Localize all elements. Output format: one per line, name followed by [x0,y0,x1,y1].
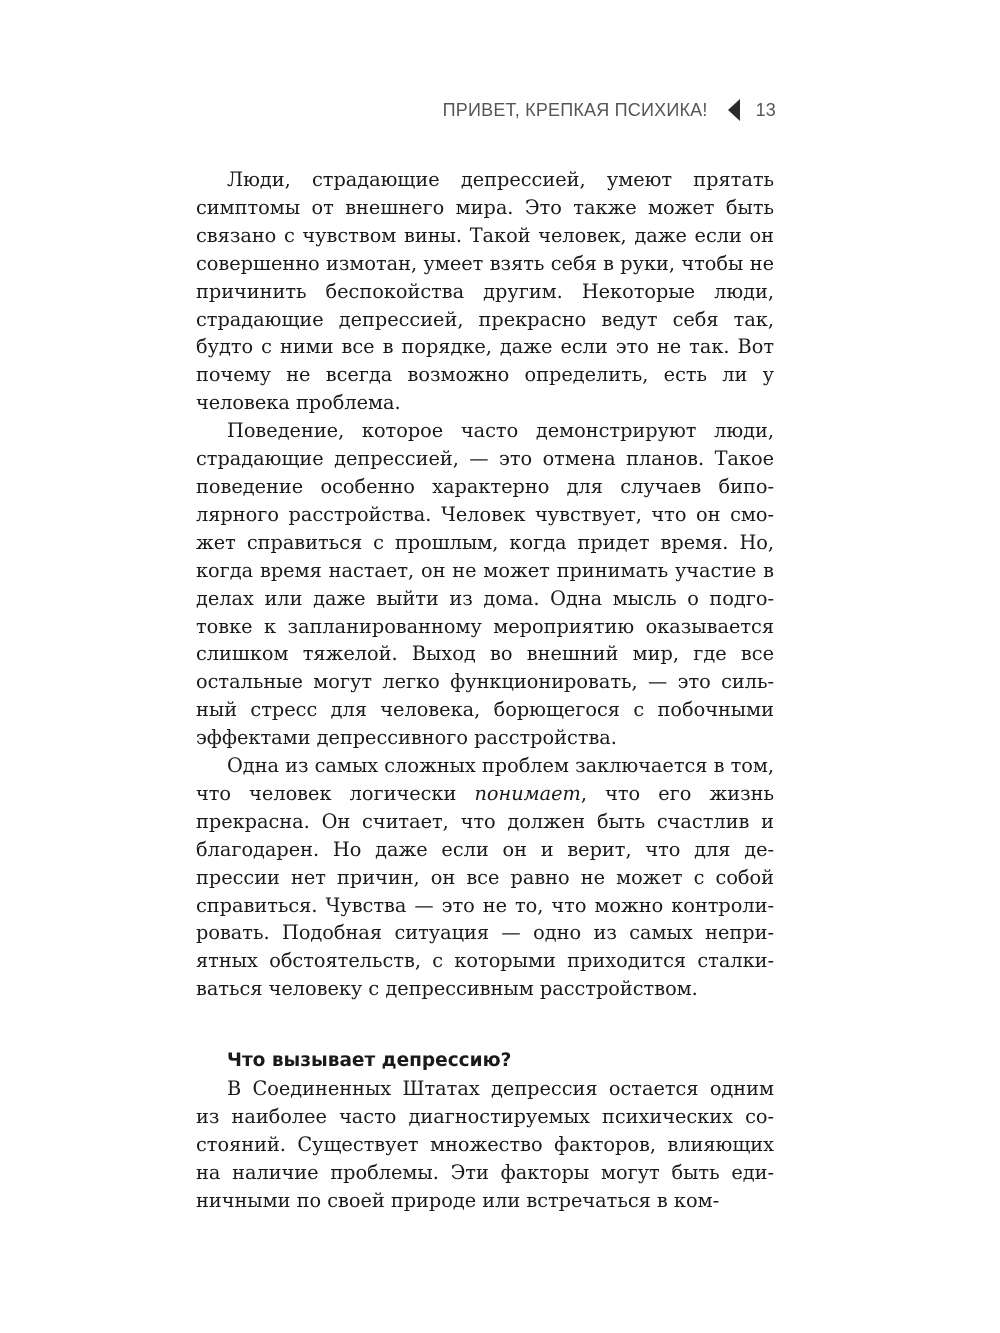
section-heading: Что вызывает депрессию? [227,1050,512,1072]
page-number: 13 [755,99,776,120]
running-title: ПРИВЕТ, КРЕПКАЯ ПСИХИКА! [442,99,708,120]
running-header [420,94,780,126]
paragraph-4: В Соединенных Штатах депрессия остается одним из наиболее часто диагностируемых психических состояний. Существует множество факторов, влияющих на наличие проблемы. Эти факторы могут быть единичными по своей природе или встречаться в ком- [196,1077,774,1212]
paragraph-3-text-end: , что его жизнь прекрасна. Он считает, что должен быть счастлив и благодарен. Но даже если он и верит, что для депрессии нет причин, он все равно не может с собой справиться. Чувства — это не то, что можно контролировать. Подобная ситуация — одно из самых неприятных обстоятельств, с которыми приходится сталкиваться человеку с депрессивным расстройством. [196,781,774,1001]
left-triangle-icon [728,99,740,121]
paragraph-2: Поведение, которое часто демонстрируют люди, страдающие депрессией, — это отмена планов. Такое поведение особенно характерно для случаев биполярного расстройства. Человек чувствует, что он сможет справиться с прошлым, когда придет время. Но, когда время настает, он не может принимать участие в делах или даже выйти из дома. Одна мысль о подготовке к запланированному мероприятию оказывается слишком тяжелой. Выход во внешний мир, где все остальные могут легко функционировать, — это сильный стресс для человека, борющегося с побочными эффектами депрессивного расстройства. [196,419,774,750]
paragraph-3-text-start: Одна из самых сложных проблем заключается в том, что человек логически [196,754,774,805]
page-body [196,166,774,1215]
paragraph-3 [196,752,774,1003]
emphasized-word: понимает [474,781,581,805]
paragraph-1: Люди, страдающие депрессией, умеют прятать симптомы от внешнего мира. Это также может быть связано с чувством вины. Такой человек, даже если он совершенно измотан, умеет взять себя в руки, чтобы не причинить беспокойства другим. Некоторые люди, страдающие депрессией, прекрасно ведут себя так, будто с ними все в порядке, даже если это не так. Вот почему не всегда возможно определить, есть ли у человека проблема. [196,168,774,415]
